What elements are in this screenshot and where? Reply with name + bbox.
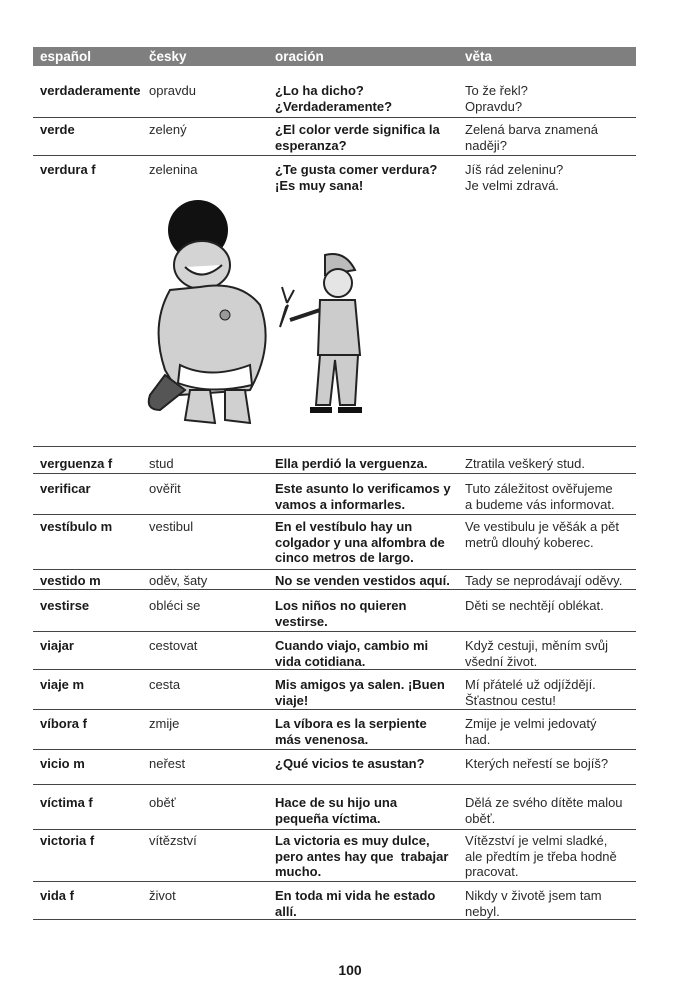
example-translation: Jíš rád zeleninu? Je velmi zdravá. — [465, 162, 564, 193]
header-espanol: español — [40, 49, 92, 64]
headword: verificar — [40, 481, 91, 496]
table-row — [33, 785, 636, 830]
table-row — [33, 632, 636, 670]
example-translation: Zmije je velmi jedovatý had. — [465, 716, 597, 747]
example-sentence: En el vestíbulo hay un colgador y una alfombra de cinco metros de largo. — [275, 519, 445, 565]
headword: víbora f — [40, 716, 87, 731]
headword: verdaderamente — [40, 83, 141, 98]
translation: neřest — [149, 756, 186, 771]
table-row — [33, 830, 636, 882]
headword: vicio m — [40, 756, 85, 771]
example-translation: Ztratila veškerý stud. — [465, 456, 585, 471]
table-row — [33, 882, 636, 920]
translation: oběť — [149, 795, 176, 810]
headword: verguenza f — [40, 456, 113, 471]
headword: víctima f — [40, 795, 93, 810]
translation: opravdu — [149, 83, 196, 98]
example-translation: Vítězství je velmi sladké, ale předtím je třeba hodně pracovat. — [465, 833, 617, 879]
translation: vestibul — [149, 519, 194, 534]
example-sentence: ¿Lo ha dicho? ¿Verdaderamente? — [275, 83, 393, 114]
table-row — [33, 710, 636, 750]
translation: zelený — [149, 122, 187, 137]
table-row — [33, 447, 636, 474]
header-veta: věta — [465, 49, 493, 64]
table-row — [33, 590, 636, 632]
table-row — [33, 474, 636, 515]
translation: zelenina — [149, 162, 198, 177]
page-number: 100 — [338, 962, 362, 978]
headword: vestido m — [40, 573, 101, 588]
table-row — [33, 570, 636, 590]
header-cesky: česky — [149, 49, 187, 64]
translation: život — [149, 888, 176, 903]
example-sentence: Ella perdió la verguenza. — [275, 456, 428, 471]
example-sentence: En toda mi vida he estado allí. — [275, 888, 436, 919]
example-translation: Když cestuji, měním svůj všední život. — [465, 638, 609, 669]
cartoon-illustration — [140, 195, 380, 440]
example-sentence: Cuando viajo, cambio mi vida cotidiana. — [275, 638, 429, 669]
example-translation: Děti se nechtějí oblékat. — [465, 598, 604, 613]
headword: verdura f — [40, 162, 96, 177]
example-translation: Zelená barva znamená naději? — [465, 122, 598, 153]
example-translation: Mí přátelé už odjíždějí. Šťastnou cestu! — [465, 677, 596, 708]
example-sentence: La víbora es la serpiente más venenosa. — [275, 716, 427, 747]
headword: viajar — [40, 638, 74, 653]
headword: verde — [40, 122, 75, 137]
translation: cesta — [149, 677, 181, 692]
header-oracion: oración — [275, 49, 324, 64]
translation: stud — [149, 456, 174, 471]
headword: vestíbulo m — [40, 519, 113, 534]
translation: cestovat — [149, 638, 198, 653]
headword: vida f — [40, 888, 74, 903]
translation: vítězství — [149, 833, 197, 848]
example-sentence: ¿Qué vicios te asustan? — [275, 756, 425, 771]
headword: vestirse — [40, 598, 90, 613]
headword: viaje m — [40, 677, 85, 692]
translation: zmije — [149, 716, 180, 731]
table-row — [33, 515, 636, 570]
table-header — [33, 47, 636, 66]
example-sentence: La victoria es muy dulce, pero antes hay que trabajar mucho. — [275, 833, 449, 879]
headword: victoria f — [40, 833, 95, 848]
example-translation: To že řekl? Opravdu? — [465, 83, 528, 114]
example-sentence: Mis amigos ya salen. ¡Buen viaje! — [275, 677, 445, 708]
table-row — [33, 118, 636, 156]
translation: ověřit — [149, 481, 181, 496]
example-translation: Tady se neprodávají oděvy. — [465, 573, 623, 588]
example-translation: Ve vestibulu je věšák a pět metrů dlouhý koberec. — [465, 519, 619, 550]
example-sentence: No se venden vestidos aquí. — [275, 573, 450, 588]
example-translation: Kterých neřestí se bojíš? — [465, 756, 609, 771]
example-translation: Tuto záležitost ověřujeme a budeme vás informovat. — [465, 481, 615, 512]
example-sentence: Hace de su hijo una pequeña víctima. — [275, 795, 398, 826]
example-sentence: Los niños no quieren vestirse. — [275, 598, 407, 629]
example-sentence: ¿Te gusta comer verdura? ¡Es muy sana! — [275, 162, 438, 193]
example-translation: Dělá ze svého dítěte malou oběť. — [465, 795, 623, 826]
example-sentence: Este asunto lo verificamos y vamos a informarles. — [275, 481, 451, 512]
table-row — [33, 670, 636, 710]
translation: obléci se — [149, 598, 201, 613]
translation: oděv, šaty — [149, 573, 208, 588]
example-translation: Nikdy v životě jsem tam nebyl. — [465, 888, 602, 919]
table-row — [33, 750, 636, 785]
table-row — [33, 66, 636, 118]
example-sentence: ¿El color verde significa la esperanza? — [275, 122, 440, 153]
